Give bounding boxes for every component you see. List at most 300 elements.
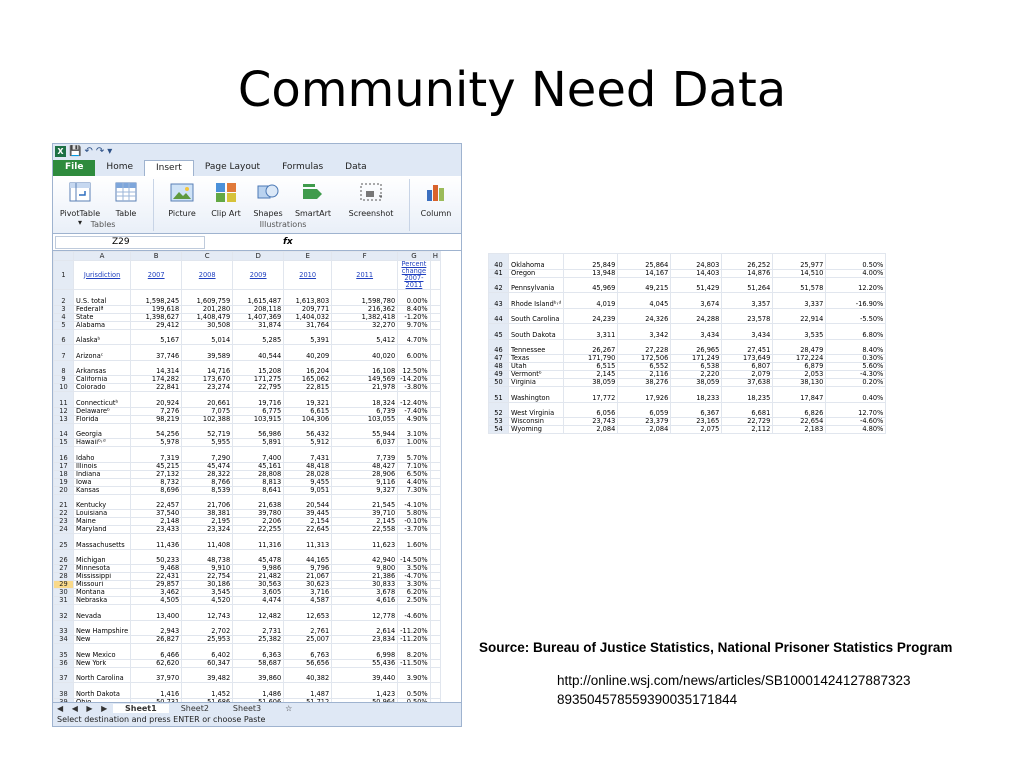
table-cell[interactable]: 0.00% [398,290,431,306]
table-cell[interactable] [430,376,440,384]
table-cell[interactable]: 0.50% [398,683,431,699]
table-cell[interactable]: 4.40% [398,478,431,486]
table-cell[interactable]: Alaskaᵇ [74,329,131,345]
table-cell[interactable]: 5,912 [284,439,332,447]
table-cell[interactable]: New [74,636,131,644]
table-cell[interactable]: 9,468 [131,565,182,573]
table-cell[interactable]: 31,764 [284,321,332,329]
table-cell[interactable]: Massachusetts [74,534,131,550]
table-cell[interactable] [430,384,440,392]
table-cell[interactable] [430,462,440,470]
table-cell[interactable]: 3,462 [131,589,182,597]
table-cell[interactable]: -12.40% [398,392,431,408]
row-header[interactable]: 1 [54,261,74,290]
table-cell[interactable]: 1,416 [131,683,182,699]
table-cell[interactable]: 28,028 [284,470,332,478]
table-cell[interactable]: 2,731 [233,620,284,636]
table-cell[interactable]: 6,998 [332,644,398,660]
table-cell[interactable]: 9.70% [398,321,431,329]
table-cell[interactable]: 7.30% [398,486,431,494]
table-cell[interactable]: 8.20% [398,644,431,660]
table-cell[interactable]: 44,165 [284,549,332,565]
table-button[interactable] [109,180,143,218]
row-header[interactable]: 32 [54,605,74,621]
table-cell[interactable] [430,667,440,683]
table-cell[interactable]: 48,418 [284,462,332,470]
table-cell[interactable]: Hawaiiᵇ˒ᵈ [74,439,131,447]
table-cell[interactable]: 9,327 [332,486,398,494]
row-header[interactable]: 22 [54,510,74,518]
table-cell[interactable]: Minnesota [74,565,131,573]
table-cell[interactable]: 7,075 [182,407,233,415]
table-cell[interactable] [430,329,440,345]
column-header[interactable]: H [430,252,440,261]
table-cell[interactable]: 21,978 [332,384,398,392]
table-cell[interactable]: 9,051 [284,486,332,494]
row-header[interactable]: 9 [54,376,74,384]
table-cell[interactable]: 2,145 [332,518,398,526]
table-cell[interactable]: 1,615,487 [233,290,284,306]
table-cell[interactable]: 165,062 [284,376,332,384]
table-cell[interactable]: 29,412 [131,321,182,329]
table-cell[interactable]: 1,398,627 [131,313,182,321]
function-icon[interactable]: fx [283,237,293,247]
row-header[interactable]: 8 [54,360,74,376]
table-cell[interactable]: 2,761 [284,620,332,636]
table-cell[interactable]: 11,313 [284,534,332,550]
table-cell[interactable]: 9,800 [332,565,398,573]
table-cell[interactable] [430,526,440,534]
table-cell[interactable] [430,360,440,376]
column-header[interactable]: E [284,252,332,261]
spreadsheet-grid[interactable] [53,251,461,707]
table-cell[interactable]: 1,486 [233,683,284,699]
name-box[interactable]: Z29 [55,236,205,249]
table-cell[interactable]: 3,716 [284,589,332,597]
table-cell[interactable]: Delawareᵇ [74,407,131,415]
sheet-tab-sheet3[interactable]: Sheet3 [232,703,262,713]
table-cell[interactable]: 56,656 [284,659,332,667]
table-cell[interactable]: 55,944 [332,423,398,439]
table-cell[interactable]: 149,569 [332,376,398,384]
table-cell[interactable]: 30,563 [233,581,284,589]
table-cell[interactable]: 23,433 [131,526,182,534]
row-header[interactable]: 19 [54,478,74,486]
table-cell[interactable]: 25,007 [284,636,332,644]
table-cell[interactable]: 209,771 [284,305,332,313]
table-cell[interactable]: 45,215 [131,462,182,470]
table-cell[interactable]: 6.00% [398,345,431,361]
row-header[interactable]: 18 [54,470,74,478]
table-cell[interactable]: 40,382 [284,667,332,683]
insert-sheet-icon[interactable]: ☆ [285,703,293,713]
table-cell[interactable]: 12,743 [182,605,233,621]
table-cell[interactable] [430,620,440,636]
table-cell[interactable]: Maine [74,518,131,526]
table-cell[interactable]: 48,738 [182,549,233,565]
table-cell[interactable]: 45,474 [182,462,233,470]
table-cell[interactable]: 22,795 [233,384,284,392]
row-header[interactable]: 7 [54,345,74,361]
table-cell[interactable] [430,518,440,526]
table-cell[interactable]: Michigan [74,549,131,565]
table-cell[interactable]: New Hampshire [74,620,131,636]
table-cell[interactable]: 40,209 [284,345,332,361]
row-header[interactable]: 21 [54,494,74,510]
row-header[interactable]: 5 [54,321,74,329]
table-cell[interactable] [430,290,440,306]
table-cell[interactable] [430,581,440,589]
table-cell[interactable]: 8,641 [233,486,284,494]
table-cell[interactable]: -14.20% [398,376,431,384]
table-cell[interactable]: New York [74,659,131,667]
table-cell[interactable] [430,589,440,597]
table-cell[interactable]: 1.60% [398,534,431,550]
table-cell[interactable]: 1,613,803 [284,290,332,306]
table-cell[interactable] [430,659,440,667]
row-header[interactable]: 14 [54,423,74,439]
table-cell[interactable]: 4.70% [398,329,431,345]
row-header[interactable]: 33 [54,620,74,636]
table-cell[interactable] [430,423,440,439]
table-cell[interactable]: 103,915 [233,415,284,423]
table-cell[interactable]: 4,520 [182,597,233,605]
table-cell[interactable]: 1,408,479 [182,313,233,321]
table-cell[interactable]: 9,116 [332,478,398,486]
column-header[interactable]: G [398,252,431,261]
table-cell[interactable]: 5,891 [233,439,284,447]
table-cell[interactable]: 22,815 [284,384,332,392]
picture-button[interactable] [163,180,201,218]
table-cell[interactable] [430,321,440,329]
table-cell[interactable]: California [74,376,131,384]
table-cell[interactable]: 25,953 [182,636,233,644]
table-cell[interactable]: -14.50% [398,549,431,565]
table-cell[interactable]: 28,906 [332,470,398,478]
redo-icon[interactable]: ↷ [95,146,105,157]
row-header[interactable]: 16 [54,447,74,463]
table-cell[interactable]: 102,388 [182,415,233,423]
table-cell[interactable]: 7,276 [131,407,182,415]
table-cell[interactable]: 4,587 [284,597,332,605]
table-cell[interactable]: 56,432 [284,423,332,439]
table-cell[interactable]: 58,687 [233,659,284,667]
row-header[interactable]: 12 [54,407,74,415]
row-header[interactable]: 11 [54,392,74,408]
table-cell[interactable]: 2,195 [182,518,233,526]
row-header[interactable]: 36 [54,659,74,667]
table-cell[interactable]: Maryland [74,526,131,534]
table-cell[interactable]: 45,161 [233,462,284,470]
table-cell[interactable] [430,534,440,550]
table-cell[interactable]: 4,505 [131,597,182,605]
table-cell[interactable]: 19,716 [233,392,284,408]
table-cell[interactable]: 37,970 [131,667,182,683]
table-cell[interactable]: Mississippi [74,573,131,581]
table-cell[interactable] [430,261,440,290]
ribbon-tab-home[interactable]: Home [106,162,133,172]
table-cell[interactable]: 5.80% [398,510,431,518]
table-cell[interactable]: 6.20% [398,589,431,597]
table-cell[interactable]: 1,452 [182,683,233,699]
table-cell[interactable]: 7,400 [233,447,284,463]
table-cell[interactable]: Colorado [74,384,131,392]
table-cell[interactable]: Kentucky [74,494,131,510]
table-cell[interactable]: -0.10% [398,518,431,526]
table-cell[interactable]: 50,233 [131,549,182,565]
table-cell[interactable]: 1,609,759 [182,290,233,306]
table-cell[interactable]: 42,940 [332,549,398,565]
table-cell[interactable]: 6,037 [332,439,398,447]
ribbon-tab-data[interactable]: Data [345,162,367,172]
table-cell[interactable]: 31,874 [233,321,284,329]
table-cell[interactable]: 1,407,369 [233,313,284,321]
row-header[interactable]: 26 [54,549,74,565]
table-cell[interactable]: 22,255 [233,526,284,534]
table-cell[interactable]: 6,466 [131,644,182,660]
table-cell[interactable]: 5,014 [182,329,233,345]
row-header[interactable]: 2 [54,290,74,306]
table-cell[interactable]: 45,478 [233,549,284,565]
table-cell[interactable]: U.S. total [74,290,131,306]
table-cell[interactable]: 23,274 [182,384,233,392]
row-header[interactable]: 30 [54,589,74,597]
table-cell[interactable] [430,305,440,313]
table-cell[interactable]: 2,206 [233,518,284,526]
table-cell[interactable]: 7,739 [332,447,398,463]
table-cell[interactable]: 30,623 [284,581,332,589]
table-cell[interactable]: 8,732 [131,478,182,486]
table-cell[interactable]: State [74,313,131,321]
table-cell[interactable]: Indiana [74,470,131,478]
table-cell[interactable]: 37,540 [131,510,182,518]
row-header[interactable]: 3 [54,305,74,313]
table-cell[interactable]: 20,661 [182,392,233,408]
table-cell[interactable]: 7,431 [284,447,332,463]
table-cell[interactable]: 28,808 [233,470,284,478]
table-cell[interactable]: 12,653 [284,605,332,621]
table-cell[interactable]: 54,256 [131,423,182,439]
customize-qat-icon[interactable]: ▾ [107,146,113,157]
table-cell[interactable]: -4.60% [398,605,431,621]
table-header-cell[interactable]: Percent change 2007-2011 [398,261,431,290]
table-cell[interactable]: 2,614 [332,620,398,636]
table-cell[interactable]: -1.20% [398,313,431,321]
table-cell[interactable]: Florida [74,415,131,423]
row-header[interactable]: 25 [54,534,74,550]
row-header[interactable]: 23 [54,518,74,526]
table-cell[interactable]: 8,539 [182,486,233,494]
table-cell[interactable]: 21,638 [233,494,284,510]
table-cell[interactable]: 9,455 [284,478,332,486]
table-cell[interactable]: 5,391 [284,329,332,345]
table-cell[interactable]: 103,055 [332,415,398,423]
table-cell[interactable]: -3.70% [398,526,431,534]
table-cell[interactable]: 16,108 [332,360,398,376]
table-cell[interactable]: 20,544 [284,494,332,510]
table-cell[interactable] [430,644,440,660]
table-cell[interactable]: 32,270 [332,321,398,329]
table-cell[interactable]: 55,436 [332,659,398,667]
table-cell[interactable]: -4.70% [398,573,431,581]
table-cell[interactable]: 26,827 [131,636,182,644]
row-header[interactable]: 13 [54,415,74,423]
column-header[interactable]: D [233,252,284,261]
table-cell[interactable]: 1,598,245 [131,290,182,306]
row-header[interactable]: 17 [54,462,74,470]
table-cell[interactable]: 28,322 [182,470,233,478]
table-cell[interactable]: 21,545 [332,494,398,510]
table-cell[interactable]: North Carolina [74,667,131,683]
table-cell[interactable]: 21,386 [332,573,398,581]
table-cell[interactable]: 7.10% [398,462,431,470]
table-cell[interactable] [430,407,440,415]
table-cell[interactable]: 5,167 [131,329,182,345]
table-cell[interactable]: 21,067 [284,573,332,581]
row-header[interactable]: 38 [54,683,74,699]
table-cell[interactable] [430,447,440,463]
table-cell[interactable]: Missouri [74,581,131,589]
table-cell[interactable]: 199,618 [131,305,182,313]
table-cell[interactable]: 7,319 [131,447,182,463]
table-cell[interactable]: 6,775 [233,407,284,415]
table-cell[interactable]: 11,408 [182,534,233,550]
table-cell[interactable]: 98,219 [131,415,182,423]
table-cell[interactable]: 2,154 [284,518,332,526]
table-cell[interactable]: -3.80% [398,384,431,392]
table-cell[interactable]: 30,833 [332,581,398,589]
table-cell[interactable]: 48,427 [332,462,398,470]
table-cell[interactable]: 2,943 [131,620,182,636]
row-header[interactable]: 29 [54,581,74,589]
save-icon[interactable]: 💾 [69,146,82,157]
column-header[interactable]: A [74,252,131,261]
table-cell[interactable]: 22,558 [332,526,398,534]
table-header-cell[interactable]: 2011 [332,261,398,290]
table-cell[interactable]: 30,186 [182,581,233,589]
table-cell[interactable]: Louisiana [74,510,131,518]
table-cell[interactable]: 20,924 [131,392,182,408]
table-cell[interactable]: 21,706 [182,494,233,510]
table-cell[interactable]: 9,910 [182,565,233,573]
table-cell[interactable]: 22,841 [131,384,182,392]
table-cell[interactable] [430,605,440,621]
table-cell[interactable] [430,439,440,447]
table-cell[interactable]: 4.90% [398,415,431,423]
table-cell[interactable]: Nebraska [74,597,131,605]
table-cell[interactable]: 22,754 [182,573,233,581]
table-cell[interactable]: 40,020 [332,345,398,361]
table-cell[interactable]: 173,670 [182,376,233,384]
undo-icon[interactable]: ↶ [84,146,93,157]
row-header[interactable]: 4 [54,313,74,321]
ribbon-tab-page-layout[interactable]: Page Layout [204,162,261,172]
sheet-tab-sheet2[interactable]: Sheet2 [180,703,209,713]
table-cell[interactable]: 3,545 [182,589,233,597]
table-cell[interactable] [430,478,440,486]
table-cell[interactable]: 39,710 [332,510,398,518]
table-cell[interactable]: 3,678 [332,589,398,597]
table-cell[interactable]: 23,324 [182,526,233,534]
table-cell[interactable]: 13,400 [131,605,182,621]
table-cell[interactable]: 19,321 [284,392,332,408]
table-cell[interactable]: 56,986 [233,423,284,439]
sheet-navigation-icons[interactable]: ◀ ◀ ▶ ▶ [57,703,111,713]
table-cell[interactable] [430,392,440,408]
table-cell[interactable]: Federalª [74,305,131,313]
table-cell[interactable]: 12.50% [398,360,431,376]
table-cell[interactable]: 40,544 [233,345,284,361]
ribbon-tab-file[interactable]: File [53,160,95,176]
table-cell[interactable]: 4,616 [332,597,398,605]
table-cell[interactable]: 8,766 [182,478,233,486]
table-cell[interactable]: North Dakota [74,683,131,699]
table-cell[interactable]: Arkansas [74,360,131,376]
table-cell[interactable] [430,494,440,510]
table-cell[interactable]: 1,423 [332,683,398,699]
table-cell[interactable] [430,683,440,699]
table-cell[interactable]: 8,813 [233,478,284,486]
table-cell[interactable] [430,415,440,423]
table-cell[interactable]: 6,763 [284,644,332,660]
clip-art-button[interactable] [209,180,243,218]
sheet-tab-sheet1[interactable]: Sheet1 [113,704,169,713]
table-cell[interactable]: 1,598,780 [332,290,398,306]
table-cell[interactable]: Kansas [74,486,131,494]
table-cell[interactable]: 21,482 [233,573,284,581]
table-cell[interactable]: 37,746 [131,345,182,361]
table-cell[interactable]: 39,445 [284,510,332,518]
table-cell[interactable]: Georgia [74,423,131,439]
column-header[interactable]: C [182,252,233,261]
table-cell[interactable]: 15,208 [233,360,284,376]
table-cell[interactable]: 6,363 [233,644,284,660]
table-cell[interactable]: 5.70% [398,447,431,463]
source-url[interactable] [557,671,997,709]
row-header[interactable]: 6 [54,329,74,345]
table-cell[interactable]: Arizonaᶜ [74,345,131,361]
table-cell[interactable]: 39,589 [182,345,233,361]
table-cell[interactable]: 208,118 [233,305,284,313]
table-cell[interactable]: 39,860 [233,667,284,683]
table-cell[interactable]: 9,796 [284,565,332,573]
table-cell[interactable]: 52,719 [182,423,233,439]
table-cell[interactable]: 30,508 [182,321,233,329]
table-cell[interactable]: Connecticutᵇ [74,392,131,408]
table-header-cell[interactable]: 2009 [233,261,284,290]
table-cell[interactable]: Alabama [74,321,131,329]
table-cell[interactable]: Montana [74,589,131,597]
row-header[interactable]: 10 [54,384,74,392]
table-cell[interactable]: 11,436 [131,534,182,550]
table-cell[interactable]: 201,280 [182,305,233,313]
table-header-cell[interactable]: 2008 [182,261,233,290]
row-header[interactable]: 15 [54,439,74,447]
table-cell[interactable]: 3,605 [233,589,284,597]
table-cell[interactable]: 29,857 [131,581,182,589]
table-cell[interactable]: 22,645 [284,526,332,534]
table-cell[interactable] [430,510,440,518]
row-header[interactable]: 24 [54,526,74,534]
table-header-cell[interactable]: 2007 [131,261,182,290]
table-cell[interactable] [430,313,440,321]
column-header[interactable]: F [332,252,398,261]
table-cell[interactable] [430,486,440,494]
table-cell[interactable]: 2,148 [131,518,182,526]
screenshot-button[interactable] [342,180,400,218]
table-cell[interactable]: -11.20% [398,620,431,636]
table-cell[interactable]: 104,306 [284,415,332,423]
